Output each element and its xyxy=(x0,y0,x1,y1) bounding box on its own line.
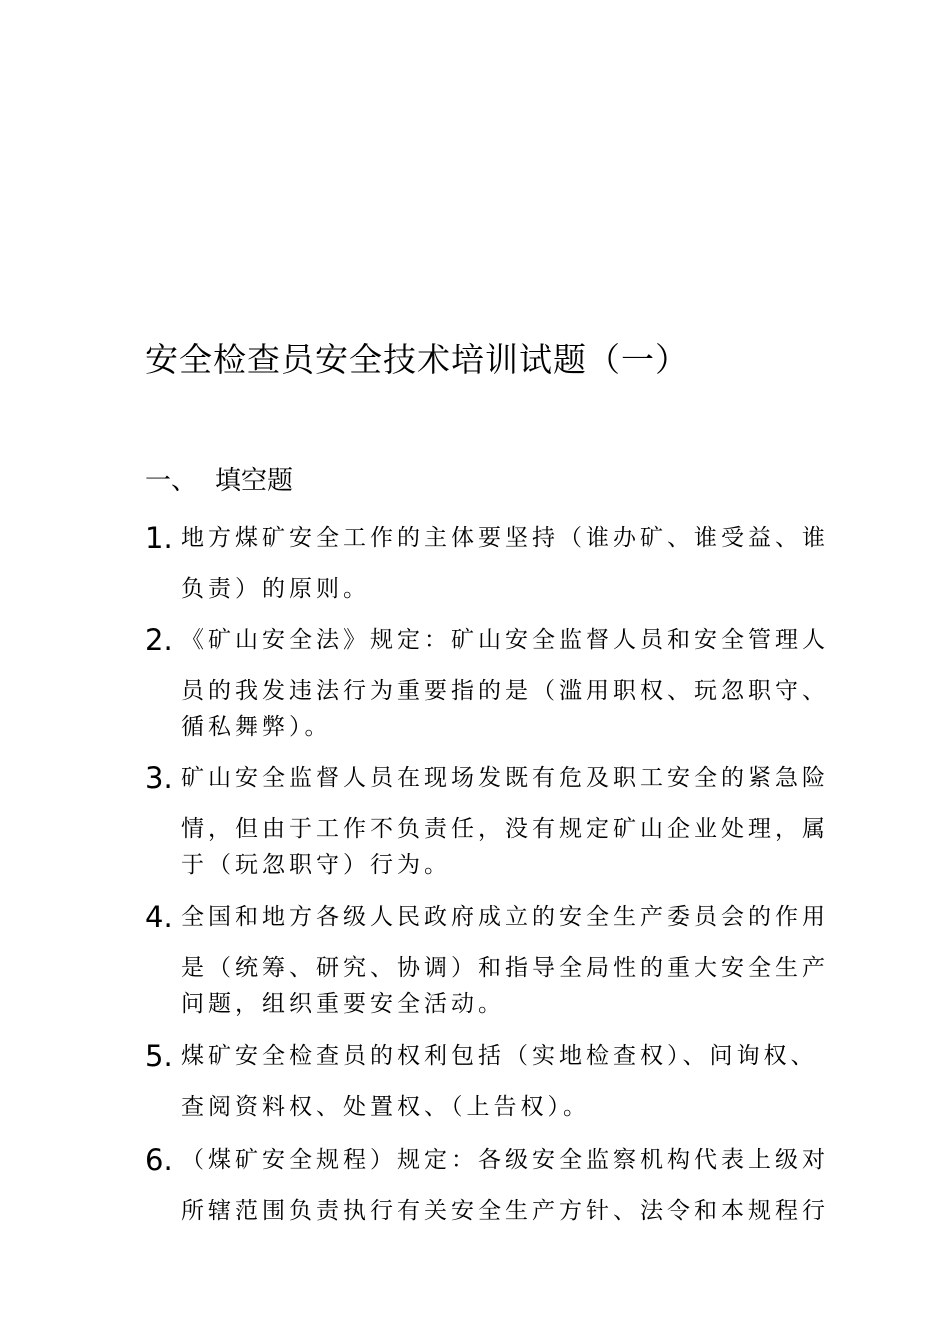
question-text xyxy=(181,760,829,883)
question-item-3 xyxy=(145,760,829,883)
section-label: 填空题 xyxy=(215,466,294,496)
question-item-5 xyxy=(145,1038,818,1125)
question-line: 问题，组织重要安全活动。 xyxy=(181,991,505,1017)
question-line: 情，但由于工作不负责任，没有规定矿山企业处理，属 xyxy=(181,816,829,842)
question-item-4 xyxy=(145,899,829,1022)
question-item-1 xyxy=(145,520,829,607)
question-number: 2. xyxy=(145,623,173,657)
question-number: 5. xyxy=(145,1039,173,1073)
question-line: 循私舞弊）。 xyxy=(181,714,332,740)
question-line: 员的我发违法行为重要指的是（滥用职权、玩忽职守、 xyxy=(181,678,829,704)
section-number: 一、 xyxy=(145,466,198,496)
question-line: 负责）的原则。 xyxy=(181,576,370,602)
question-text xyxy=(181,1142,829,1229)
question-item-2 xyxy=(145,622,829,745)
question-line: 于（玩忽职守）行为。 xyxy=(181,852,451,878)
question-item-6 xyxy=(145,1142,829,1229)
question-text xyxy=(181,899,829,1022)
question-line: 是（统筹、研究、协调）和指导全局性的重大安全生产 xyxy=(181,955,829,981)
question-line: 煤矿安全检查员的权利包括（实地检查权）、问询权、 xyxy=(181,1043,818,1069)
question-line: 所辖范围负责执行有关安全生产方针、法令和本规程行 xyxy=(181,1198,829,1224)
question-line: 矿山安全监督人员在现场发既有危及职工安全的紧急险 xyxy=(181,765,829,791)
question-text xyxy=(181,520,829,607)
question-line: 查阅资料权、处置权、（上告权）。 xyxy=(181,1094,590,1120)
question-line: 全国和地方各级人民政府成立的安全生产委员会的作用 xyxy=(181,904,829,930)
question-line: （煤矿安全规程）规定：各级安全监察机构代表上级对 xyxy=(181,1147,829,1173)
question-number: 4. xyxy=(145,900,173,934)
question-line: 《矿山安全法》规定：矿山安全监督人员和安全管理人 xyxy=(181,627,829,653)
question-number: 3. xyxy=(145,761,173,795)
question-number: 6. xyxy=(145,1143,173,1177)
question-text xyxy=(181,1038,818,1125)
section-heading xyxy=(145,462,293,500)
page-title: 安全检查员安全技术培训试题（一） xyxy=(145,340,689,379)
question-number: 1. xyxy=(145,521,173,555)
question-text xyxy=(181,622,829,745)
question-line: 地方煤矿安全工作的主体要坚持（谁办矿、谁受益、谁 xyxy=(181,525,829,551)
